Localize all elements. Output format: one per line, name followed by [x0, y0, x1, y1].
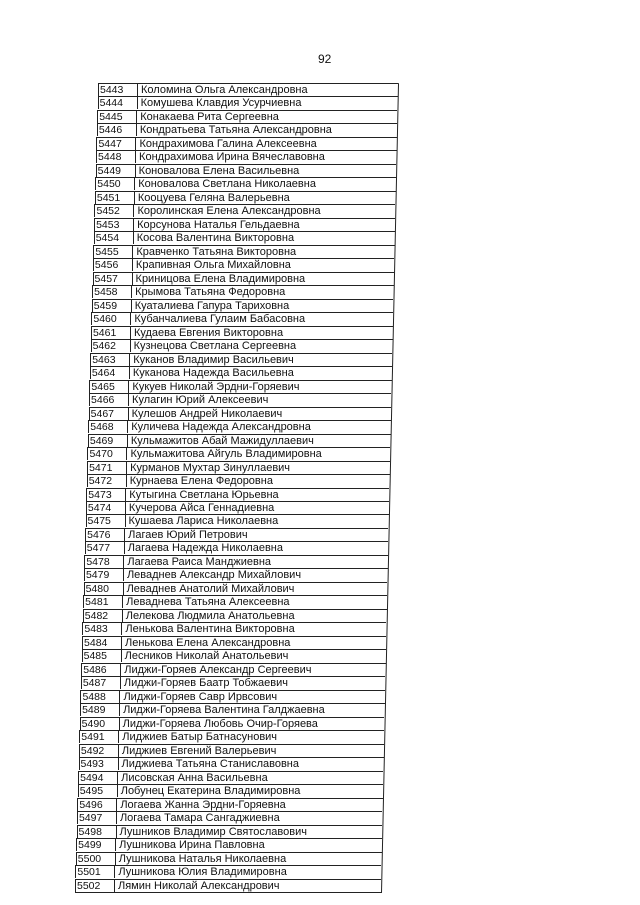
row-number: 5464: [90, 366, 130, 379]
row-number: 5471: [87, 461, 127, 474]
row-number: 5502: [75, 879, 115, 893]
row-number: 5481: [83, 595, 123, 608]
table-row: [82, 636, 386, 649]
row-number: 5500: [76, 852, 116, 865]
row-name: Кукуев Николай Эрдни-Горяевич: [129, 380, 391, 393]
row-number: 5443: [98, 83, 138, 96]
table-row: [86, 488, 389, 501]
row-name: Конакаева Рита Сергеевна: [137, 110, 397, 123]
row-number: 5489: [80, 703, 120, 716]
row-name: Лушников Владимир Святославович: [117, 825, 383, 838]
row-name: Куканов Владимир Васильевич: [130, 353, 392, 366]
row-name: Курманов Мухтар Зинуллаевич: [127, 461, 390, 474]
row-name: Королинская Елена Александровна: [134, 204, 395, 217]
table-row: [76, 838, 382, 851]
table-row: [82, 649, 386, 662]
row-name: Лиджи-Горяев Баатр Тобжаевич: [121, 676, 385, 689]
row-number: 5449: [96, 164, 136, 177]
row-name: Лиджи-Горяева Валентина Галджаевна: [120, 703, 385, 716]
row-number: 5458: [92, 285, 132, 298]
table-row: [80, 690, 385, 703]
row-number: 5462: [91, 339, 131, 352]
row-name: Кульмажитова Айгуль Владимировна: [127, 447, 390, 460]
table-row: [88, 434, 391, 447]
row-name: Лушникова Ирина Павловна: [116, 838, 382, 851]
row-number: 5445: [97, 110, 137, 123]
row-name: Кузнецова Светлана Сергеевна: [131, 339, 393, 352]
page-number: 92: [318, 52, 332, 66]
row-number: 5475: [86, 514, 126, 527]
row-number: 5495: [78, 784, 118, 797]
row-name: Корсунова Наталья Гельдаевна: [134, 218, 395, 231]
row-name: Коновалова Светлана Николаевна: [135, 177, 396, 190]
row-name: Логаева Тамара Сангаджиевна: [117, 811, 382, 824]
row-number: 5490: [80, 717, 120, 730]
table-row: [89, 407, 391, 420]
row-name: Кулешов Андрей Николаевич: [129, 407, 391, 420]
row-number: 5446: [97, 123, 137, 136]
table-row: [91, 326, 393, 339]
row-name: Ленькова Елена Александровна: [122, 636, 386, 649]
table-row: [81, 676, 385, 689]
row-name: Кучерова Айса Геннадиевна: [126, 501, 389, 514]
table-row: [93, 245, 394, 258]
table-row: [96, 137, 396, 150]
row-number: 5447: [96, 137, 136, 150]
row-number: 5454: [94, 231, 134, 244]
table-row: [87, 447, 390, 460]
table-row: [94, 204, 395, 217]
table-row: [96, 164, 397, 177]
row-name: Крапивная Ольга Михайловна: [133, 258, 394, 271]
row-name: Коломина Ольга Александровна: [138, 83, 398, 96]
row-name: Кондратьева Татьяна Александровна: [137, 123, 397, 136]
row-name: Курнаева Елена Федоровна: [127, 474, 390, 487]
row-number: 5473: [86, 488, 126, 501]
row-name: Логаева Жанна Эрдни-Горяевна: [117, 798, 382, 811]
row-number: 5457: [93, 272, 133, 285]
row-name: Лагаев Юрий Петрович: [125, 528, 388, 541]
row-name: Лагаева Раиса Манджиевна: [124, 555, 388, 568]
row-number: 5493: [79, 757, 119, 770]
row-number: 5466: [89, 393, 129, 406]
row-number: 5476: [85, 528, 125, 541]
table-row: [94, 218, 395, 231]
table-row: [89, 393, 391, 406]
table-row: [78, 784, 383, 797]
row-name: Кондрахимова Ирина Вячеславовна: [136, 150, 397, 163]
row-name: Лагаева Надежда Николаевна: [125, 541, 388, 554]
row-name: Ленькова Валентина Викторовна: [122, 622, 386, 635]
names-table: [0, 83, 640, 893]
row-number: 5465: [89, 380, 129, 393]
row-name: Кудаева Евгения Викторовна: [131, 326, 393, 339]
table-row: [91, 339, 393, 352]
row-number: 5444: [98, 96, 138, 109]
table-row: [97, 123, 397, 136]
row-number: 5467: [89, 407, 129, 420]
row-name: Лесников Николай Анатольевич: [122, 649, 386, 662]
row-name: Кутыгина Светлана Юрьевна: [126, 488, 389, 501]
table-row: [84, 582, 388, 595]
row-name: Лиджиев Евгений Валерьевич: [119, 744, 384, 757]
table-row: [78, 771, 383, 784]
row-name: Лисовская Анна Васильевна: [118, 771, 383, 784]
table-row: [85, 528, 388, 541]
table-row: [88, 420, 391, 433]
table-row: [75, 865, 381, 878]
table-row: [96, 150, 397, 163]
row-number: 5461: [91, 326, 131, 339]
row-name: Кушаева Лариса Николаевна: [126, 514, 389, 527]
row-name: Кооцуева Геляна Валерьевна: [135, 191, 396, 204]
row-number: 5478: [84, 555, 124, 568]
row-number: 5491: [79, 730, 119, 743]
table-row: [86, 501, 389, 514]
table-row: [93, 258, 394, 271]
table-row: [87, 461, 390, 474]
row-name: Лиджи-Горяев Савр Ирвсович: [120, 690, 385, 703]
row-number: 5463: [90, 353, 130, 366]
table-row: [83, 595, 387, 608]
table-row: [98, 96, 398, 109]
row-number: 5452: [94, 204, 134, 217]
row-number: 5470: [87, 447, 127, 460]
row-number: 5460: [91, 312, 131, 325]
row-number: 5474: [86, 501, 126, 514]
row-number: 5486: [81, 663, 121, 676]
row-number: 5496: [77, 798, 117, 811]
row-name: Кульмажитов Абай Мажидуллаевич: [128, 434, 391, 447]
row-number: 5497: [77, 811, 117, 824]
row-number: 5472: [87, 474, 127, 487]
row-name: Косова Валентина Викторовна: [134, 231, 395, 244]
row-name: Кравченко Татьяна Викторовна: [133, 245, 394, 258]
row-number: 5498: [77, 825, 117, 838]
row-number: 5485: [82, 649, 122, 662]
row-number: 5499: [76, 838, 116, 851]
table-row: [95, 177, 396, 190]
table-row: [90, 366, 392, 379]
row-name: Леваднев Анатолий Михайлович: [124, 582, 388, 595]
row-number: 5453: [94, 218, 134, 231]
table-row: [87, 474, 390, 487]
row-number: 5494: [78, 771, 118, 784]
row-number: 5488: [80, 690, 120, 703]
row-number: 5477: [85, 541, 125, 554]
row-number: 5482: [83, 609, 123, 622]
row-name: Лиджи-Горяев Александр Сергеевич: [121, 663, 385, 676]
row-name: Лобунец Екатерина Владимировна: [118, 784, 383, 797]
table-row: [80, 703, 385, 716]
row-number: 5484: [82, 636, 122, 649]
row-name: Лелекова Людмила Анатольевна: [123, 609, 387, 622]
row-name: Куканова Надежда Васильевна: [130, 366, 392, 379]
row-name: Куаталиева Гапура Тариховна: [132, 299, 394, 312]
row-number: 5456: [93, 258, 133, 271]
table-row: [79, 744, 384, 757]
table-row: [77, 798, 382, 811]
row-name: Крымова Татьяна Федоровна: [132, 285, 394, 298]
row-number: 5492: [79, 744, 119, 757]
row-name: Коновалова Елена Васильевна: [136, 164, 397, 177]
table-row: [77, 811, 382, 824]
row-number: 5451: [95, 191, 135, 204]
table-row: [93, 272, 394, 285]
table-row: [79, 757, 384, 770]
row-name: Леваднев Александр Михайлович: [124, 568, 388, 581]
row-number: 5501: [75, 865, 115, 878]
table-row: [84, 568, 388, 581]
row-name: Лиджиев Батыр Батнасунович: [119, 730, 384, 743]
table-row: [86, 514, 389, 527]
row-name: Леваднева Татьяна Алексеевна: [123, 595, 387, 608]
table-row: [98, 83, 398, 96]
row-number: 5468: [88, 420, 128, 433]
row-name: Кубанчалиева Гулаим Бабасовна: [131, 312, 393, 325]
table-row: [79, 730, 384, 743]
table-row: [82, 622, 386, 635]
table-row: [80, 717, 385, 730]
row-number: 5480: [84, 582, 124, 595]
table-row: [94, 231, 395, 244]
table-row: [97, 110, 397, 123]
table-row: [92, 299, 394, 312]
row-name: Лиджиева Татьяна Станиславовна: [119, 757, 384, 770]
table-row: [83, 609, 387, 622]
row-name: Лушникова Юлия Владимировна: [115, 865, 381, 878]
row-number: 5469: [88, 434, 128, 447]
row-number: 5483: [82, 622, 122, 635]
row-name: Криницова Елена Владимировна: [133, 272, 394, 285]
table-row: [90, 353, 392, 366]
table-row: [85, 541, 388, 554]
row-number: 5487: [81, 676, 121, 689]
table-row: [95, 191, 396, 204]
table-row: [76, 852, 382, 865]
table-row: [89, 380, 391, 393]
table-row: [92, 285, 394, 298]
row-name: Лиджи-Горяева Любовь Очир-Горяева: [120, 717, 385, 730]
table-row: [84, 555, 388, 568]
row-name: Лямин Николай Александрович: [115, 879, 381, 893]
row-number: 5448: [96, 150, 136, 163]
row-name: Комушева Клавдия Усурчиевна: [138, 96, 398, 109]
row-number: 5459: [92, 299, 132, 312]
table-row: [77, 825, 383, 838]
row-name: Куличева Надежда Александровна: [128, 420, 391, 433]
table-row: [75, 879, 381, 892]
row-name: Лушникова Наталья Николаевна: [116, 852, 382, 865]
table-row: [91, 312, 393, 325]
row-name: Кулагин Юрий Алексеевич: [129, 393, 391, 406]
row-number: 5479: [84, 568, 124, 581]
row-number: 5450: [95, 177, 135, 190]
row-number: 5455: [93, 245, 133, 258]
table-row: [81, 663, 385, 676]
row-name: Кондрахимова Галина Алексеевна: [136, 137, 396, 150]
